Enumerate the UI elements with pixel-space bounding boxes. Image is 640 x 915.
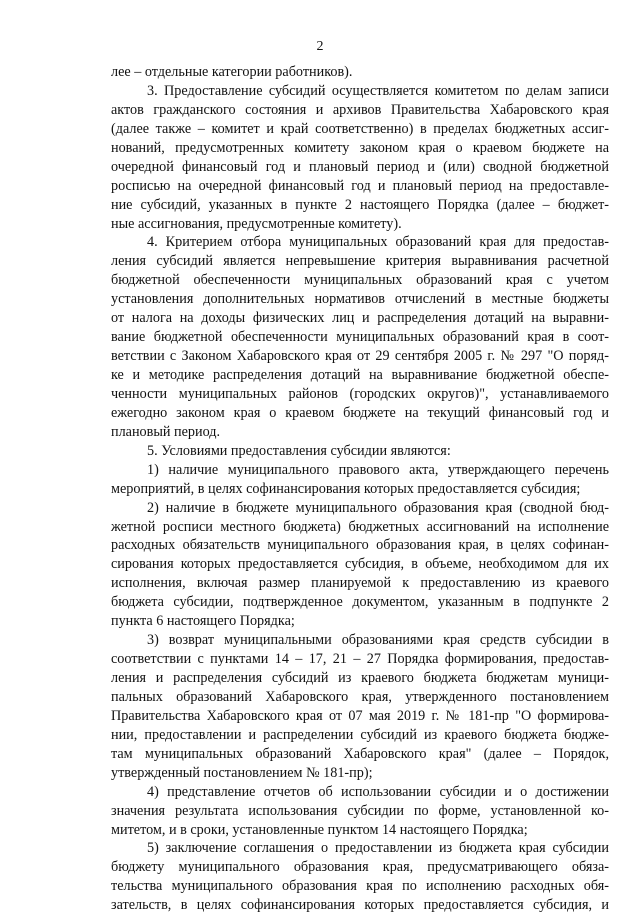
text-line: Правительства Хабаровского края от 07 мая 2019 г. № 181-пр "О формирова- [111, 707, 609, 724]
text-line: зательств, в целях софинансирования которых предоставляется субсидия, и [111, 897, 609, 914]
text-line: значения результата использования субсидии по форме, установленной ко- [111, 802, 609, 819]
text-line: (далее также – комитет и край соответственно) в пределах бюджетных ассиг- [111, 120, 609, 137]
text-line: ке и методике распределения дотаций на выравнивание бюджетной обеспе- [111, 367, 609, 383]
text-line: 5) заключение соглашения о предоставлении из бюджета края субсидии [147, 840, 609, 857]
text-line: сирования которых предоставляется субсидия, в объеме, необходимом для их [111, 556, 609, 573]
text-line: росписью на очередной финансовый год и плановый период на предоставле- [111, 177, 609, 194]
page-number: 2 [316, 39, 324, 54]
document-body [111, 63, 609, 915]
text-line: ления субсидий является непревышение критерия выравнивания расчетной [111, 253, 609, 270]
text-line: бюджета субсидии, подтвержденное документом, указанным в подпункте 2 [111, 594, 609, 611]
text-line: ления и распределения субсидий из краевого бюджета бюджетам муници- [111, 670, 609, 686]
text-line: от налога на доходы физических лиц и распределения дотаций на выравни- [111, 310, 609, 327]
text-line: утвержденный постановлением № 181-пр); [111, 764, 373, 781]
text-line: ние субсидий, указанных в пункте 2 настоящего Порядка (далее – бюджет- [111, 196, 609, 213]
text-line: 4) представление отчетов об использовании субсидии и о достижении [147, 783, 609, 800]
text-line: исполнения, включая размер планируемой к предоставлению из краевого [111, 575, 609, 592]
text-line: 5. Условиями предоставления субсидии являются: [147, 442, 451, 459]
text-line: расходных обязательств муниципального образования края, в целях софинан- [111, 537, 609, 554]
text-line: тельства муниципального образования края по исполнению расходных обя- [111, 878, 609, 895]
text-line: очередной финансовый год и плановый период и (или) сводной бюджетной [111, 158, 609, 175]
text-line: лее – отдельные категории работников). [111, 64, 353, 80]
text-line: ежегодно законом края о краевом бюджете на текущий финансовый год и [111, 404, 609, 421]
text-line: там муниципальных образований Хабаровского края" (далее – Порядок, [111, 745, 609, 762]
text-line: актов гражданского состояния и архивов Правительства Хабаровского края [111, 101, 609, 118]
text-line: нований, предусмотренных комитету законом края о краевом бюджете на [111, 139, 609, 156]
text-line: 2) наличие в бюджете муниципального образования края (сводной бюд- [147, 499, 609, 516]
text-line: 4. Критерием отбора муниципальных образований края для предостав- [147, 234, 609, 251]
text-line: ченности муниципальных районов (городских округов)", устанавливаемого [111, 385, 609, 402]
text-line: мероприятий, в целях софинансирования которых предоставляется субсидия; [111, 480, 581, 497]
text-line: митетом, и в сроки, установленные пунктом 14 настоящего Порядка; [111, 821, 528, 838]
text-line: ные ассигнования, предусмотренные комитету). [111, 215, 402, 232]
text-line: бюджетной обеспеченности муниципальных образований края с учетом [111, 272, 609, 289]
text-line: плановый период. [111, 423, 221, 440]
text-line: соответствии с пунктами 14 – 17, 21 – 27 Порядка формирования, предостав- [111, 651, 609, 668]
text-line: пальных образований Хабаровского края, утвержденного постановлением [111, 688, 609, 705]
text-line: бюджету муниципального образования края, предусматривающего обяза- [111, 859, 609, 876]
text-line: 3) возврат муниципальными образованиями края средств субсидии в [147, 632, 609, 649]
text-line: нии, предоставлении и распределении субсидий из краевого бюджета бюдже- [111, 726, 609, 743]
text-line: ветствии с Законом Хабаровского края от 29 сентября 2005 г. № 297 "О поряд- [111, 348, 609, 365]
text-line: 1) наличие муниципального правового акта, утверждающего перечень [147, 461, 609, 478]
text-line: вание бюджетной обеспеченности муниципальных образований края в соот- [111, 329, 609, 346]
text-line: 3. Предоставление субсидий осуществляется комитетом по делам записи [147, 82, 609, 99]
text-line: жетной росписи местного бюджета) бюджетных ассигнований на исполнение [111, 518, 609, 535]
text-line: пункта 6 настоящего Порядка; [111, 613, 295, 630]
text-line: установления дополнительных нормативов отчислений в местные бюджеты [111, 291, 609, 308]
